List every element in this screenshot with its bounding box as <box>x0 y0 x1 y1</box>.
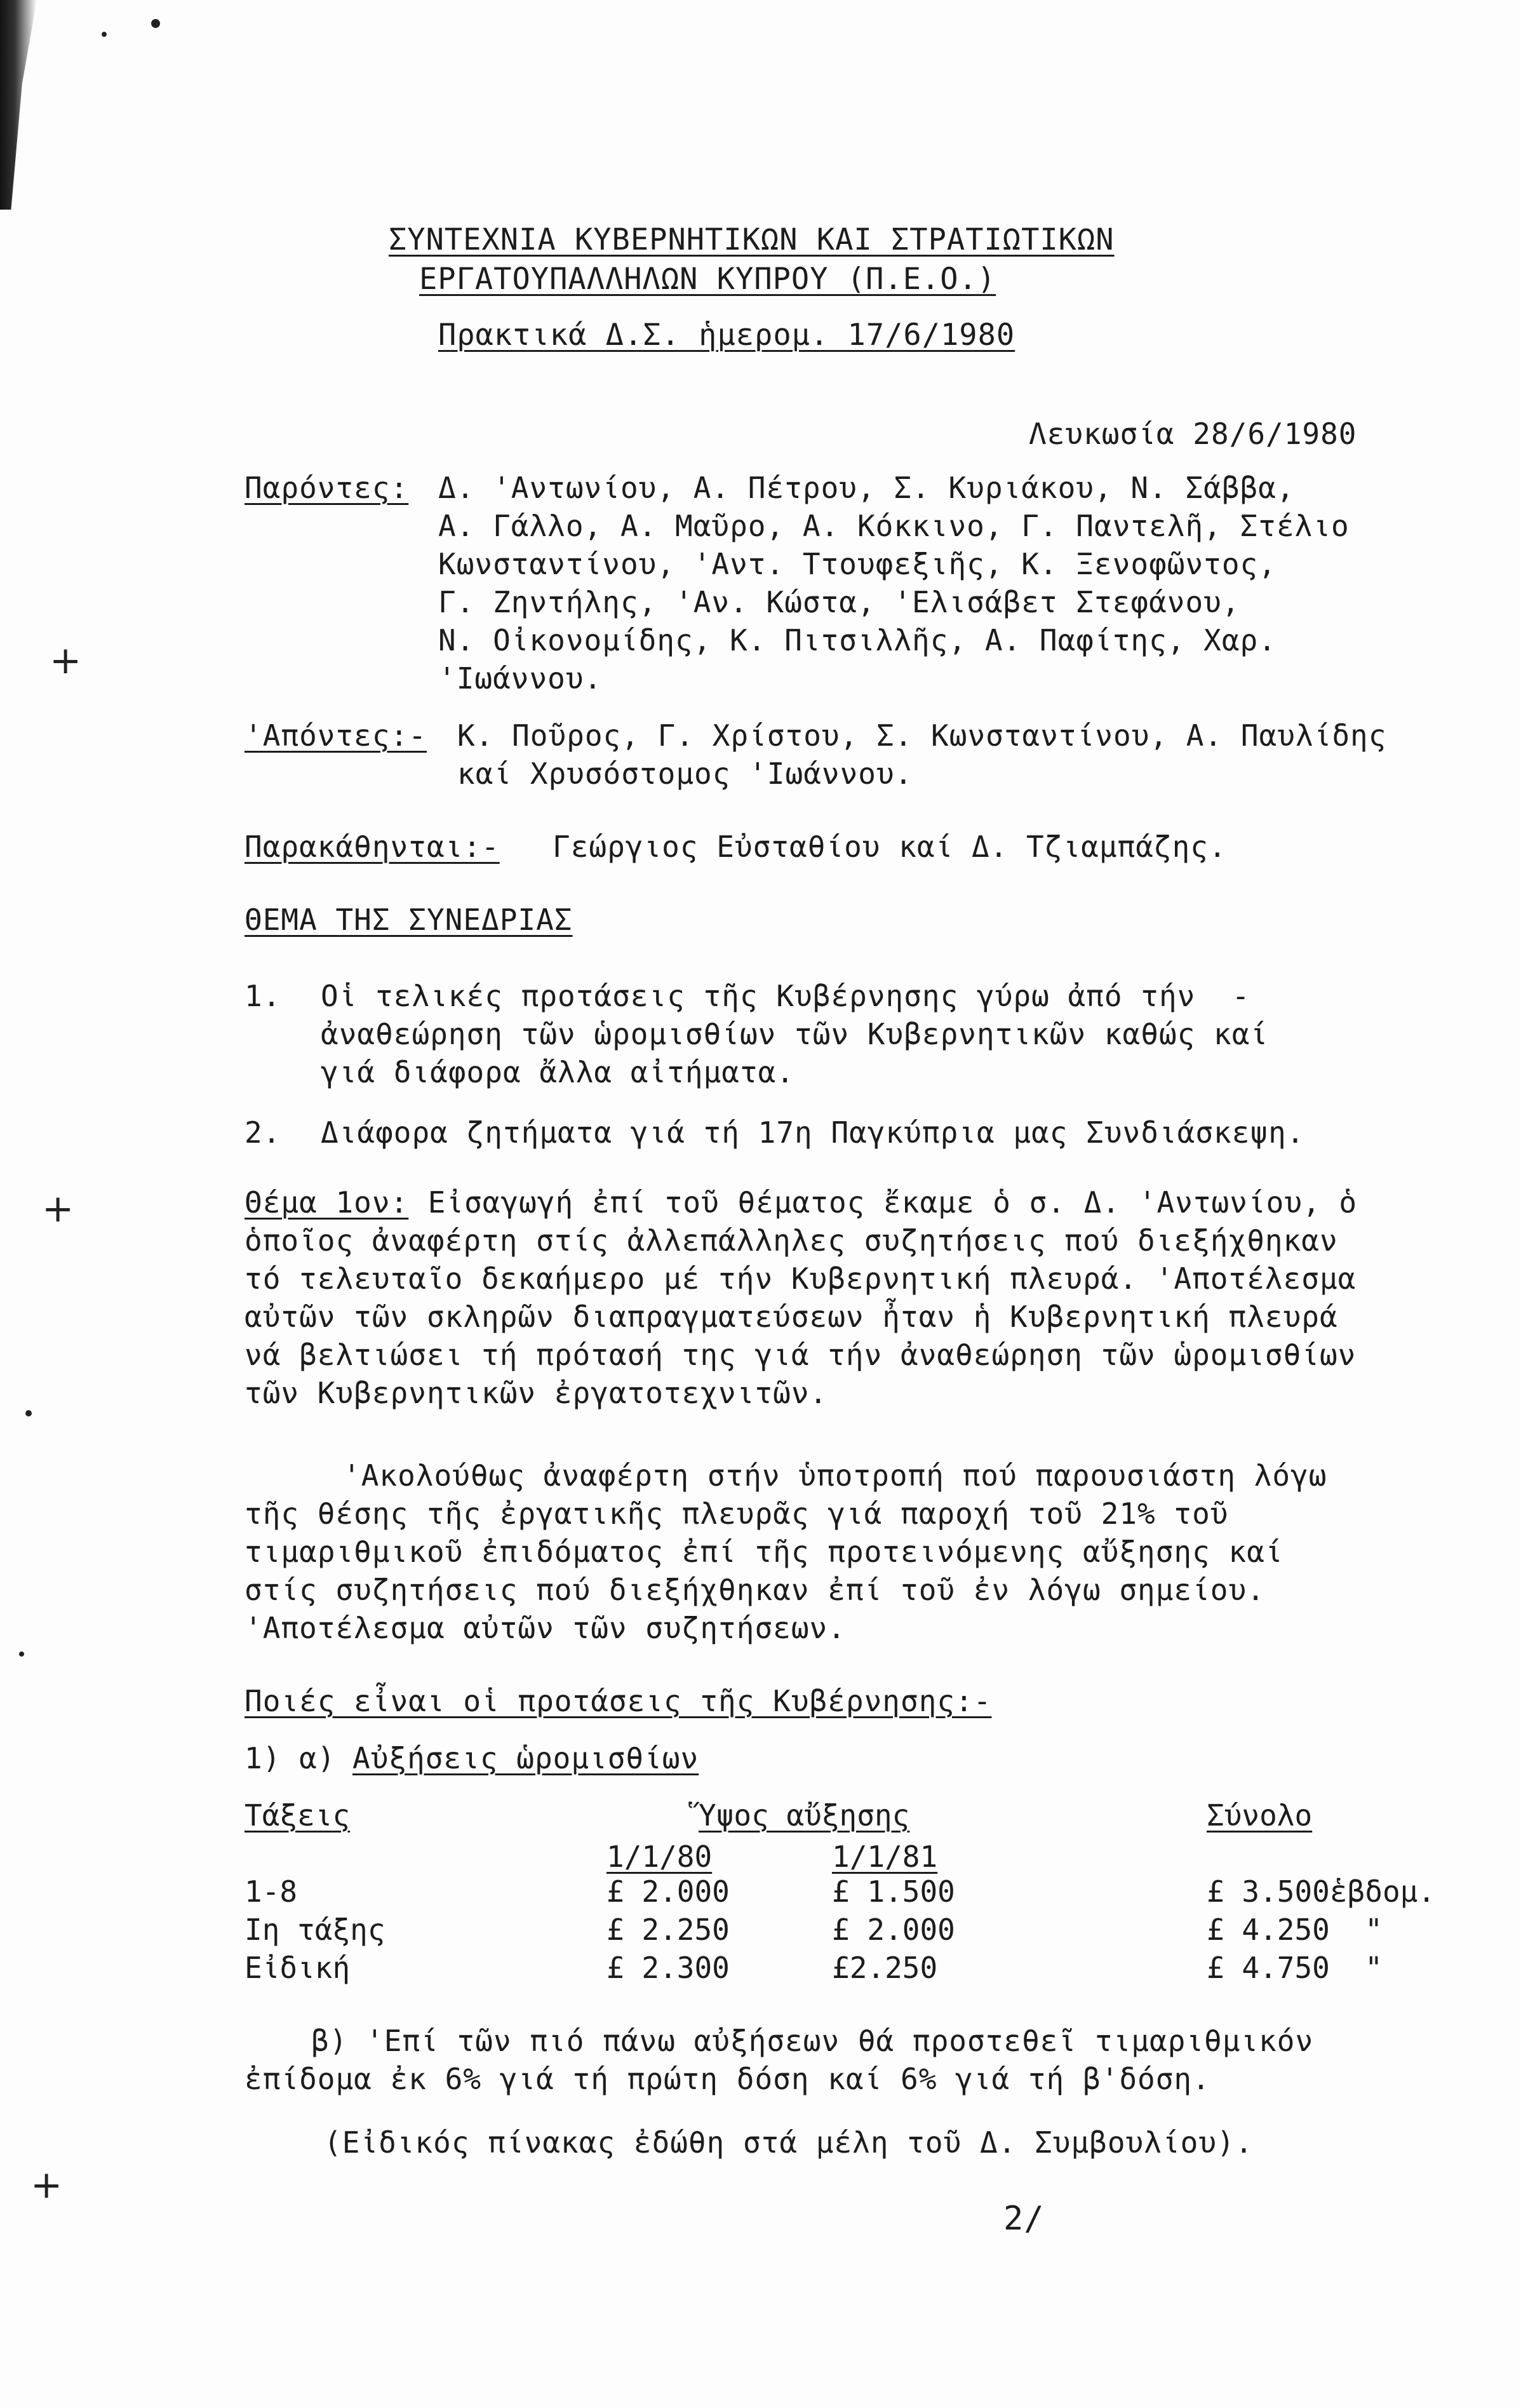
margin-cross-mark: + <box>50 638 82 683</box>
table-header-date1: 1/1/80 <box>606 1840 713 1874</box>
place-date: Λευκωσία 28/6/1980 <box>1029 417 1357 451</box>
paragraph2-line: τῆς θέσης τῆς ἐργατικῆς πλευρᾶς γιά παροχή τοῦ 21% τοῦ <box>245 1497 1229 1531</box>
table-cell-d2: £ 2.000 <box>832 1913 955 1947</box>
topic1-line: Εἰσαγωγή ἐπί τοῦ θέματος ἔκαμε ὁ σ. Δ. 'Αντωνίου, ὁ <box>410 1185 1358 1220</box>
org-title-line1: ΣΥΝΤΕΧΝΙΑ ΚΥΒΕΡΝΗΤΙΚΩΝ ΚΑΙ ΣΤΡΑΤΙΩΤΙΚΩΝ <box>389 222 1115 257</box>
table-cell-d2: £ 1.500 <box>832 1874 955 1909</box>
attending-label: Παρακάθηνται:- <box>245 830 500 864</box>
proposals-sub-a-prefix: 1) α) <box>245 1741 336 1775</box>
minutes-title: Πρακτικά Δ.Σ. ἡμερομ. 17/6/1980 <box>438 318 1015 353</box>
paragraph2-line: 'Ακολούθως ἀναφέρτη στήν ὑποτροπή πού παρουσιάστη λόγω <box>343 1458 1327 1493</box>
topic1-line: νά βελτιώσει τή πρότασή της γιά τήν ἀναθεώρηση τῶν ὡρομισθίων <box>245 1338 1357 1372</box>
table-cell-total: £ 4.750 " <box>1207 1951 1383 1985</box>
topic1-label: Θέμα 1ον: <box>245 1185 409 1220</box>
agenda-item-number: 2. <box>245 1115 281 1150</box>
org-title-line2: ΕΡΓΑΤΟΥΠΑΛΛΗΛΩΝ ΚΥΠΡΟΥ (Π.Ε.Ο.) <box>419 262 996 297</box>
absent-line: Κ. Ποῦρος, Γ. Χρίστου, Σ. Κωνσταντίνου, Α. Παυλίδης <box>457 718 1387 753</box>
table-cell-class: Εἰδική <box>245 1951 351 1985</box>
absent-line: καί Χρυσόστομος 'Ιωάννου. <box>457 757 913 791</box>
paragraph2-line: τιμαριθμικοῦ ἐπιδόματος ἐπί τῆς προτεινόμενης αὔξησης καί <box>245 1535 1283 1569</box>
table-cell-class: Ιη τάξης <box>245 1913 385 1947</box>
present-label: Παρόντες: <box>245 471 409 505</box>
table-cell-d1: £ 2.250 <box>606 1913 730 1947</box>
scan-speck <box>25 1410 32 1416</box>
agenda-item-number: 1. <box>245 979 281 1013</box>
table-cell-d1: £ 2.000 <box>606 1874 730 1909</box>
table-header-total: Σύνολο <box>1207 1798 1313 1833</box>
present-line: Ν. Οἰκονομίδης, Κ. Πιτσιλλῆς, Α. Παφίτης, Χαρ. <box>438 623 1276 657</box>
present-line: Κωνσταντίνου, 'Αντ. Ττουφεξιῆς, Κ. Ξενοφῶντος, <box>438 547 1276 581</box>
table-cell-total: £ 3.500ἑβδομ. <box>1207 1874 1436 1909</box>
scan-speck <box>19 1651 24 1657</box>
table-cell-d1: £ 2.300 <box>606 1951 730 1985</box>
margin-cross-mark: + <box>42 1187 74 1231</box>
table-header-class: Τάξεις <box>245 1798 351 1833</box>
margin-cross-mark: + <box>30 2163 63 2207</box>
table-cell-total: £ 4.250 " <box>1207 1913 1383 1947</box>
present-line: 'Ιωάννου. <box>438 661 603 696</box>
agenda-title: ΘΕΜΑ ΤΗΣ ΣΥΝΕΔΡΙΑΣ <box>245 903 573 937</box>
present-line: Α. Γάλλο, Α. Μαῦρο, Α. Κόκκινο, Γ. Παντελῆ, Στέλιο <box>438 509 1350 543</box>
paragraph2-line: στίς συζητήσεις πού διεξήχθηκαν ἐπί τοῦ ἐν λόγω σημείου. <box>245 1573 1265 1607</box>
sub-b-line: ἐπίδομα ἐκ 6% γιά τή πρώτη δόση καί 6% γιά τή β'δόση. <box>245 2062 1210 2096</box>
present-line: Γ. Ζηντήλης, 'Αν. Κώστα, 'Ελισάβετ Στεφάνου, <box>438 585 1240 619</box>
topic1-line: τῶν Κυβερνητικῶν ἐργατοτεχνιτῶν. <box>245 1376 828 1410</box>
scan-speck <box>102 32 107 37</box>
agenda-item-line: ἀναθεώρηση τῶν ὡρομισθίων τῶν Κυβερνητικῶν καθώς καί <box>321 1017 1269 1051</box>
present-line: Δ. 'Αντωνίου, Α. Πέτρου, Σ. Κυριάκου, Ν. Σάββα, <box>438 471 1295 505</box>
scan-speck <box>151 19 160 28</box>
table-header-amount: Ὕψος αὔξησης <box>699 1798 910 1833</box>
table-header-date2: 1/1/81 <box>832 1840 938 1874</box>
page-number: 2/ <box>1003 2200 1045 2238</box>
agenda-item-line: Οἱ τελικές προτάσεις τῆς Κυβέρνησης γύρω ἀπό τήν - <box>321 979 1250 1013</box>
proposals-title: Ποιές εἶναι οἱ προτάσεις τῆς Κυβέρνησης:- <box>245 1684 992 1718</box>
table-cell-d2: £2.250 <box>832 1951 938 1985</box>
topic1-line: ὁποῖος ἀναφέρτη στίς ἀλλεπάλληλες συζητήσεις πού διεξήχθηκαν <box>245 1223 1338 1258</box>
table-cell-class: 1-8 <box>245 1874 298 1909</box>
attending-text: Γεώργιος Εὐσταθίου καί Δ. Τζιαμπάζης. <box>553 830 1227 864</box>
topic1-line: τό τελευταῖο δεκαήμερο μέ τήν Κυβερνητική πλευρά. 'Αποτέλεσμα <box>245 1261 1357 1296</box>
sub-b-line: β) 'Επί τῶν πιό πάνω αὐξήσεων θά προστεθεῖ τιμαριθμικόν <box>311 2024 1314 2058</box>
paragraph2-line: 'Αποτέλεσμα αὐτῶν τῶν συζητήσεων. <box>245 1611 846 1645</box>
agenda-item-line: γιά διάφορα ἄλλα αἰτήματα. <box>321 1055 795 1089</box>
topic1-line: αὐτῶν τῶν σκληρῶν διαπραγματεύσεων ἦταν ἡ Κυβερνητική πλευρά <box>245 1300 1338 1334</box>
absent-label: 'Απόντες:- <box>245 718 427 753</box>
proposals-sub-a-title: Αὐξήσεις ὡρομισθίων <box>352 1741 699 1775</box>
agenda-item-line: Διάφορα ζητήματα γιά τή 17η Παγκύπρια μας Συνδιάσκεψη. <box>321 1115 1305 1150</box>
note: (Εἰδικός πίνακας ἐδώθη στά μέλη τοῦ Δ. Συμβουλίου). <box>324 2125 1254 2160</box>
scan-edge-shadow <box>0 0 37 210</box>
